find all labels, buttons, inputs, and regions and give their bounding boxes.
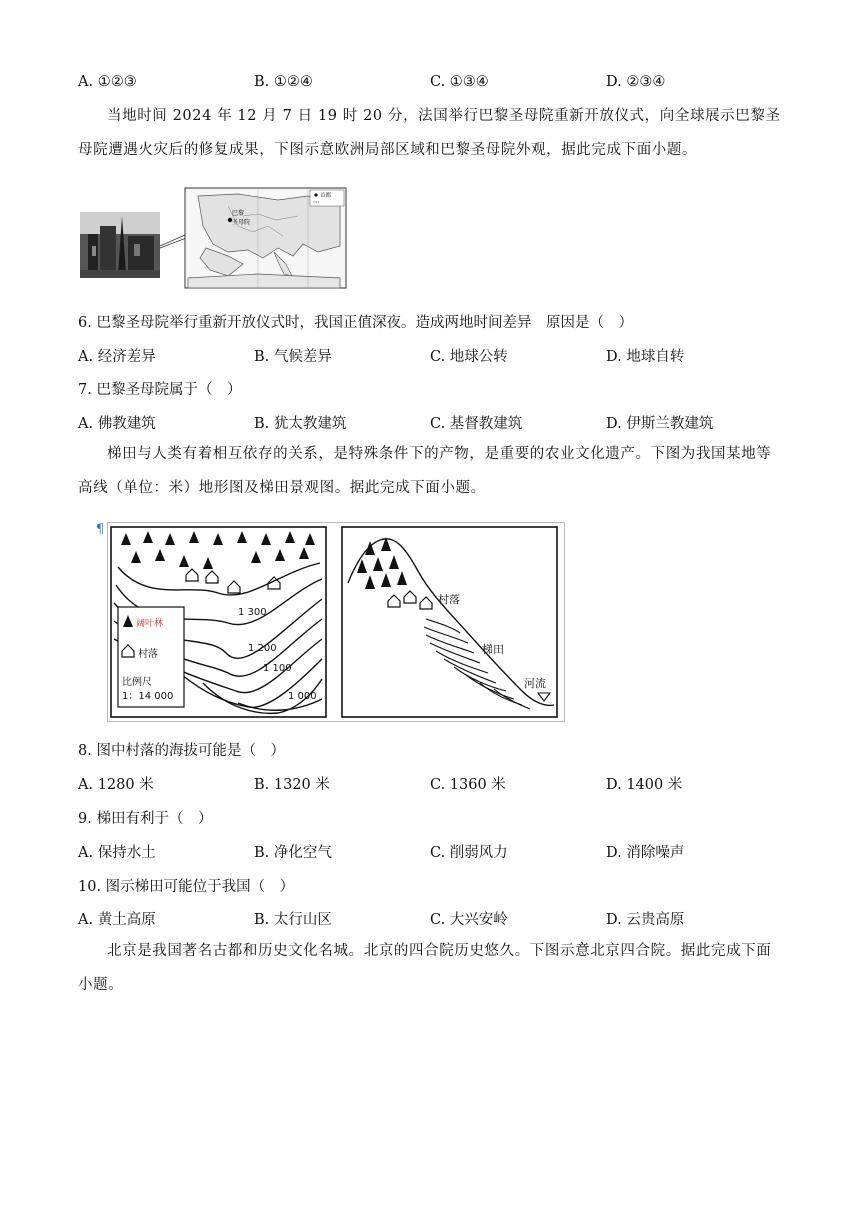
intro-terrace: 梯田与人类有着相互依存的关系，是特殊条件下的产物，是重要的农业文化遗产。下图为我国某地等高线（单位：米）地形图及梯田景观图。据此完成下面小题。 bbox=[78, 446, 772, 496]
option-c: C. 大兴安岭 bbox=[430, 912, 508, 928]
option-b: B. 犹太教建筑 bbox=[254, 416, 347, 432]
terrace-landscape bbox=[342, 527, 557, 717]
q6-stem: 6. 巴黎圣母院举行重新开放仪式时，我国正值深夜。造成两地时间差异 原因是（ ） bbox=[78, 315, 633, 331]
legend-village-label: 村落 bbox=[138, 649, 158, 660]
contour-map bbox=[111, 527, 326, 717]
option-b: B. 太行山区 bbox=[254, 912, 332, 928]
option-b: B. 净化空气 bbox=[254, 845, 332, 861]
pilcrow-mark: ¶ bbox=[96, 522, 105, 537]
scale-label: 比例尺 bbox=[122, 677, 152, 688]
label-terrace: 梯田 bbox=[482, 643, 504, 656]
option-d: D. 伊斯兰教建筑 bbox=[606, 416, 714, 432]
contour-label-1300: 1 300 bbox=[238, 607, 267, 618]
contour-label-1100: 1 100 bbox=[263, 663, 292, 674]
figure-terrace bbox=[107, 522, 565, 722]
contour-label-1200: 1 200 bbox=[248, 643, 277, 654]
option-c: C. 基督教建筑 bbox=[430, 416, 523, 432]
map-legend-capital: 首都 bbox=[320, 193, 332, 199]
terrace-figure-svg bbox=[108, 523, 564, 721]
option-d: D. 地球自转 bbox=[606, 349, 685, 365]
option-d: D. 消除噪声 bbox=[606, 845, 685, 861]
legend-forest-label: 阔叶林 bbox=[136, 619, 164, 629]
q8-stem: 8. 图中村落的海拔可能是（ ） bbox=[78, 743, 285, 759]
intro-notre-dame: 当地时间 2024 年 12 月 7 日 19 时 20 分，法国举行巴黎圣母院重新开放仪式，向全球展示巴黎圣母院遭遇火灾后的修复成果，下图示意欧洲局部区域和巴黎圣母院外观，据此完成下面小题。 bbox=[78, 108, 781, 158]
label-village: 村落 bbox=[438, 593, 460, 606]
scale-value: 1：14 000 bbox=[122, 691, 174, 702]
option-c: C. ①③④ bbox=[430, 74, 489, 90]
figure-notre-dame bbox=[78, 186, 348, 290]
map-label-notre-dame: 圣母院 bbox=[232, 219, 251, 226]
option-a: A. 经济差异 bbox=[78, 349, 156, 365]
intro-siheyuan: 北京是我国著名古都和历史文化名城。北京的四合院历史悠久。下图示意北京四合院。据此完成下面小题。 bbox=[78, 943, 772, 993]
option-d: D. 云贵高原 bbox=[606, 912, 685, 928]
contour-label-1000: 1 000 bbox=[288, 691, 317, 702]
option-b: B. ①②④ bbox=[254, 74, 313, 90]
option-c: C. 1360 米 bbox=[430, 777, 506, 793]
option-a: A. 黄土高原 bbox=[78, 912, 156, 928]
notre-dame-figure-svg bbox=[78, 186, 348, 290]
q9-stem: 9. 梯田有利于（ ） bbox=[78, 811, 213, 827]
option-a: A. 佛教建筑 bbox=[78, 416, 156, 432]
label-river: 河流 bbox=[524, 677, 546, 690]
option-a: A. ①②③ bbox=[78, 74, 137, 90]
option-d: D. 1400 米 bbox=[606, 777, 683, 793]
q10-stem: 10. 图示梯田可能位于我国（ ） bbox=[78, 879, 295, 895]
option-b: B. 气候差异 bbox=[254, 349, 332, 365]
option-c: C. 削弱风力 bbox=[430, 845, 508, 861]
option-c: C. 地球公转 bbox=[430, 349, 508, 365]
option-b: B. 1320 米 bbox=[254, 777, 330, 793]
map-label-paris: 巴黎 bbox=[232, 210, 245, 217]
q7-stem: 7. 巴黎圣母院属于（ ） bbox=[78, 382, 242, 398]
option-a: A. 1280 米 bbox=[78, 777, 154, 793]
option-d: D. ②③④ bbox=[606, 74, 666, 90]
option-a: A. 保持水土 bbox=[78, 845, 156, 861]
